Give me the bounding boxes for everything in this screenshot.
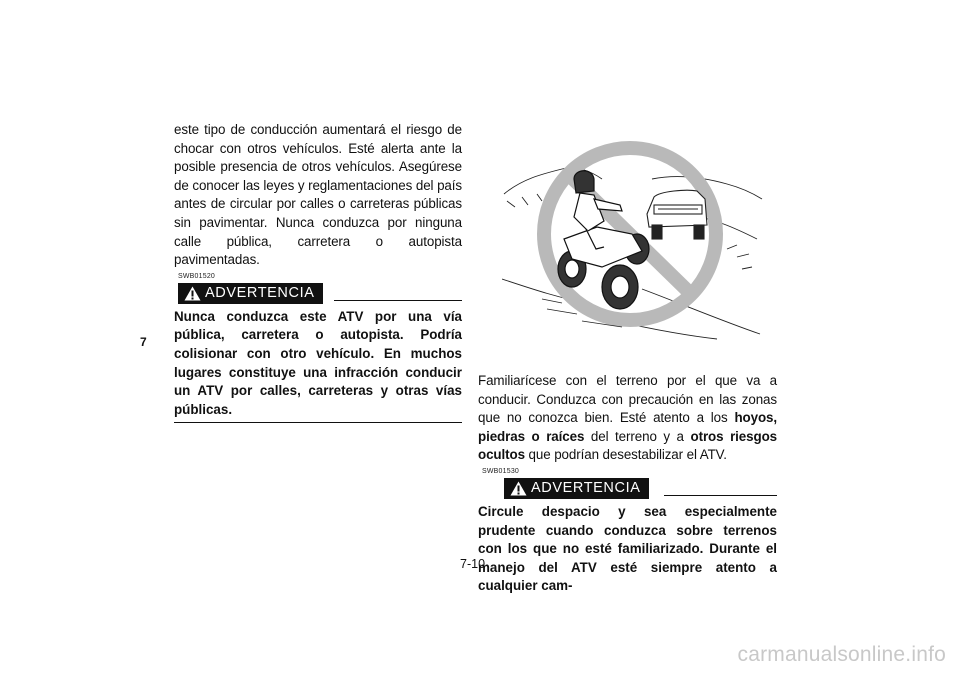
warning-text: Nunca conduzca este ATV por una vía pública, carretera o autopista. Podría colisionar con otro vehículo. En muchos lugares constituye una infracción conducir un ATV por calles, carreteras y otras vías públicas. [174, 308, 462, 417]
terrain-text-3: que podrían desestabilizar el ATV. [524, 447, 727, 463]
warning-code: SWB01520 [178, 272, 216, 280]
warning-header [478, 477, 777, 499]
warning-triangle-icon [184, 286, 201, 301]
warning-label: ADVERTENCIA [205, 285, 315, 302]
warning-label-box [504, 478, 649, 499]
atv-road-prohibited-illustration [502, 139, 764, 354]
warning-bottom-rule [174, 422, 462, 423]
terrain-text-1: Familiarícese con el terreno por el que va a conducir. Conduzca con precaución en las zonas que no conozca bien. Esté atento a los [478, 373, 777, 426]
right-column [478, 372, 777, 596]
warning-text: Circule despacio y sea especialmente prudente cuando conduzca sobre terrenos con los que no esté familiarizado. Durante el manejo del ATV esté siempre atento a cualquier cam- [478, 503, 777, 594]
warning-triangle-icon [510, 481, 527, 496]
warning-header [174, 282, 462, 304]
warning-rule [664, 495, 777, 496]
warning-rule [334, 300, 462, 301]
watermark: carmanualsonline.info [737, 643, 946, 666]
terrain-text-2: del terreno y a [584, 428, 691, 444]
warning-label-box [178, 283, 323, 304]
page-number: 7-10 [460, 557, 486, 571]
warning-label: ADVERTENCIA [531, 480, 641, 497]
intro-paragraph: este tipo de conducción aumentará el riesgo de chocar con otros vehículos. Esté alerta ante la posible presencia de otros vehículos. Asegúrese de conocer las leyes y reglamentaciones del país antes de circular por calles o carreteras públicas sin pavimentar. Nunca conduzca por ninguna calle pública, carretera o autopista pavimentadas. [174, 122, 462, 268]
terrain-bold-2: otros riesgos ocultos [478, 428, 777, 463]
warning-code: SWB01530 [482, 467, 520, 475]
chapter-marker: 7 [140, 335, 147, 349]
left-column [174, 121, 462, 423]
terrain-bold-1: hoyos, piedras o raíces [478, 410, 777, 444]
terrain-paragraph [478, 372, 777, 465]
